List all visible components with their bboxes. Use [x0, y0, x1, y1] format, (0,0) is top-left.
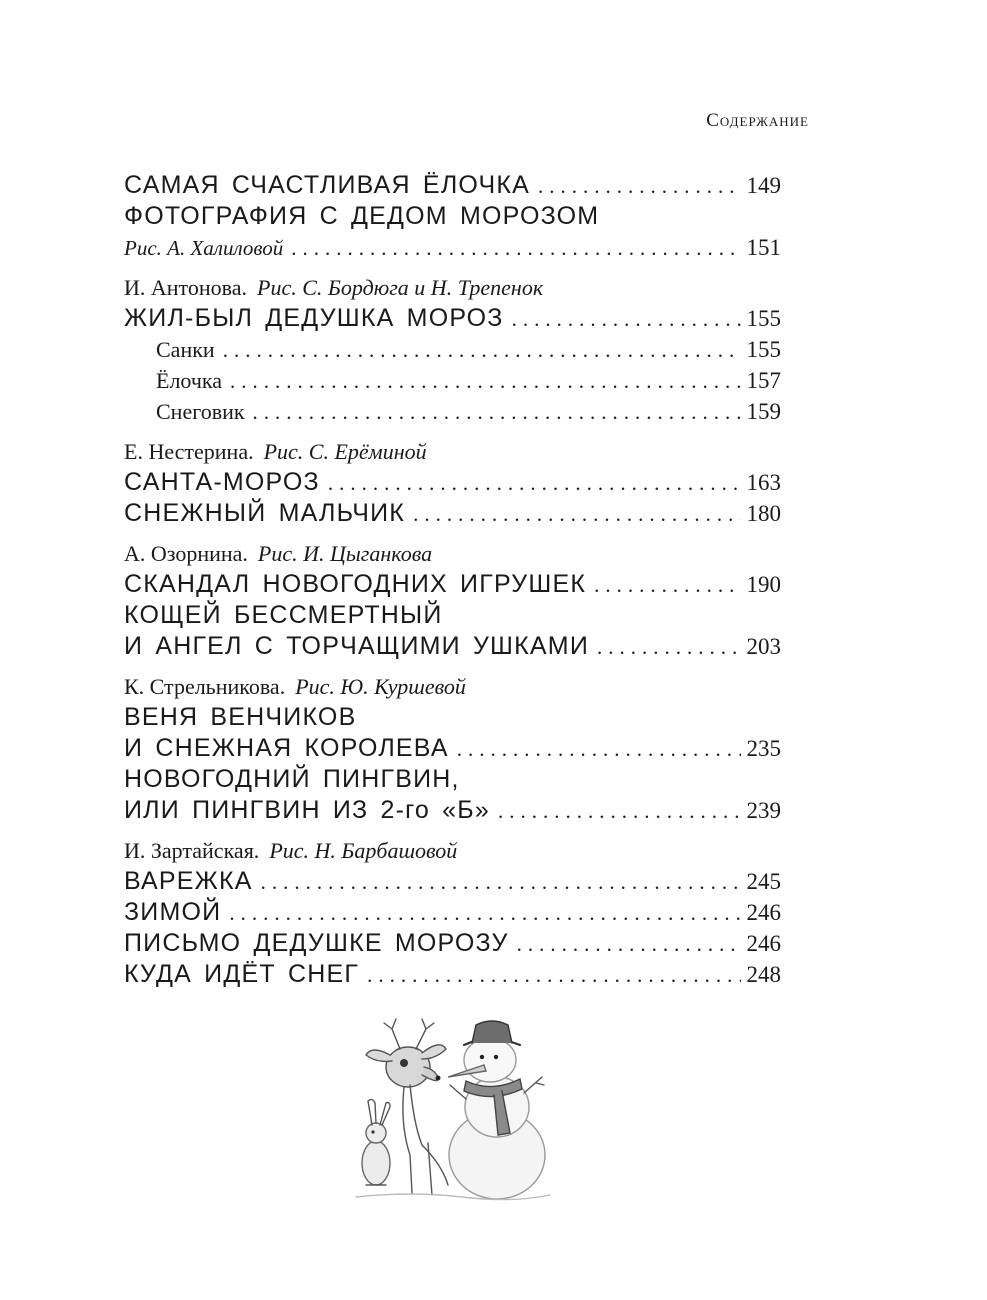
toc-entry-title: ВЕНЯ ВЕНЧИКОВ	[124, 703, 357, 731]
toc-entry-page: 235	[746, 736, 781, 761]
illustrator-credit: Рис. Ю. Куршевой	[295, 674, 466, 699]
dot-leader	[498, 796, 741, 827]
toc-group	[124, 671, 781, 826]
author-byline	[124, 436, 781, 467]
toc-entry-page: 203	[746, 634, 781, 659]
toc-entry-title: КУДА ИДЁТ СНЕГ	[124, 960, 360, 988]
toc-entry[interactable]	[124, 170, 781, 201]
toc-entry-credit-line[interactable]	[124, 232, 781, 263]
toc-group	[124, 272, 781, 427]
author-name: К. Стрельникова.	[124, 674, 286, 699]
illustrator-credit: Рис. С. Ерёминой	[263, 439, 427, 464]
toc-entry-page: 149	[746, 173, 781, 198]
toc-entry-page: 246	[746, 931, 781, 956]
toc-entry-title: КОЩЕЙ БЕССМЕРТНЫЙ	[124, 601, 443, 629]
dot-leader	[457, 734, 741, 765]
toc-subentry-title: Санки	[156, 337, 215, 362]
author-byline	[124, 671, 781, 702]
illustrator-credit: Рис. И. Цыганкова	[257, 541, 433, 566]
author-name: И. Зартайская.	[124, 838, 260, 863]
toc-subentry-title: Снеговик	[156, 399, 245, 424]
toc-group	[124, 538, 781, 662]
toc-entry-title: САНТА-МОРОЗ	[124, 468, 320, 496]
toc-entry[interactable]	[124, 764, 781, 795]
author-name: Е. Нестерина.	[124, 439, 254, 464]
dot-leader	[597, 632, 741, 663]
toc-entry-credit: Рис. А. Халиловой	[124, 236, 284, 260]
toc-entry-page: 246	[746, 900, 781, 925]
deer-snowman-bunny-illustration-icon	[352, 1015, 552, 1205]
dot-leader	[594, 570, 740, 601]
toc-entry-title: ЗИМОЙ	[124, 898, 222, 926]
toc-entry-title: ИЛИ ПИНГВИН ИЗ 2-го «Б»	[124, 796, 490, 824]
author-byline	[124, 272, 781, 303]
toc-entry-title: ЖИЛ-БЫЛ ДЕДУШКА МОРОЗ	[124, 304, 504, 332]
toc-entry-title: И АНГЕЛ С ТОРЧАЩИМИ УШКАМИ	[124, 632, 589, 660]
author-name: А. Озорнина.	[124, 541, 248, 566]
toc-entry-page: 155	[746, 337, 781, 362]
toc-entry-title: ВАРЕЖКА	[124, 867, 253, 895]
dot-leader	[367, 960, 740, 991]
toc-entry-page: 190	[746, 572, 781, 597]
toc-entry-page: 155	[746, 306, 781, 331]
toc-entry-page: 157	[746, 368, 781, 393]
toc-subentry-title: Ёлочка	[156, 368, 223, 393]
toc-group	[124, 436, 781, 529]
running-head-title: Содержание	[706, 110, 809, 131]
dot-leader	[291, 233, 740, 264]
author-byline	[124, 835, 781, 866]
toc-entry-page: 180	[746, 501, 781, 526]
toc-entry[interactable]	[124, 702, 781, 733]
toc-entry-page: 239	[746, 798, 781, 823]
toc-entry[interactable]	[124, 897, 781, 928]
toc-group	[124, 835, 781, 990]
toc-subentry[interactable]	[124, 396, 781, 427]
toc-entry[interactable]	[124, 467, 781, 498]
toc-entry-page: 245	[746, 869, 781, 894]
toc-entry-page: 151	[746, 235, 781, 260]
toc-entry-title: ФОТОГРАФИЯ С ДЕДОМ МОРОЗОМ	[124, 202, 600, 230]
dot-leader	[413, 499, 740, 530]
author-name: И. Антонова.	[124, 275, 248, 300]
illustrator-credit: Рис. Н. Барбашовой	[269, 838, 458, 863]
dot-leader	[261, 867, 741, 898]
toc-entry[interactable]	[124, 600, 781, 631]
table-of-contents	[124, 170, 781, 999]
dot-leader	[517, 929, 741, 960]
toc-entry[interactable]	[124, 959, 781, 990]
toc-subentry[interactable]	[124, 365, 781, 396]
dot-leader	[253, 397, 741, 428]
dot-leader	[230, 366, 740, 397]
toc-entry[interactable]	[124, 303, 781, 334]
dot-leader	[223, 335, 741, 366]
toc-entry[interactable]	[124, 201, 781, 232]
toc-entry-continuation[interactable]	[124, 631, 781, 662]
dot-leader	[538, 171, 740, 202]
toc-entry[interactable]	[124, 569, 781, 600]
toc-entry-title: САМАЯ СЧАСТЛИВАЯ ЁЛОЧКА	[124, 171, 531, 199]
toc-entry-title: И СНЕЖНАЯ КОРОЛЕВА	[124, 734, 449, 762]
author-byline	[124, 538, 781, 569]
toc-entry[interactable]	[124, 498, 781, 529]
toc-entry-title: СНЕЖНЫЙ МАЛЬЧИК	[124, 499, 406, 527]
toc-entry-continuation[interactable]	[124, 733, 781, 764]
toc-entry[interactable]	[124, 866, 781, 897]
dot-leader	[328, 468, 741, 499]
toc-subentry[interactable]	[124, 334, 781, 365]
toc-entry-continuation[interactable]	[124, 795, 781, 826]
toc-entry-page: 163	[746, 470, 781, 495]
toc-entry-page: 248	[746, 962, 781, 987]
toc-entry-title: ПИСЬМО ДЕДУШКЕ МОРОЗУ	[124, 929, 509, 957]
toc-entry-title: НОВОГОДНИЙ ПИНГВИН,	[124, 765, 460, 793]
toc-group	[124, 170, 781, 263]
toc-entry-page: 159	[746, 399, 781, 424]
dot-leader	[512, 304, 741, 335]
dot-leader	[229, 898, 740, 929]
toc-entry-title: СКАНДАЛ НОВОГОДНИХ ИГРУШЕК	[124, 570, 587, 598]
toc-entry[interactable]	[124, 928, 781, 959]
illustrator-credit: Рис. С. Бордюга и Н. Трепенок	[257, 275, 544, 300]
